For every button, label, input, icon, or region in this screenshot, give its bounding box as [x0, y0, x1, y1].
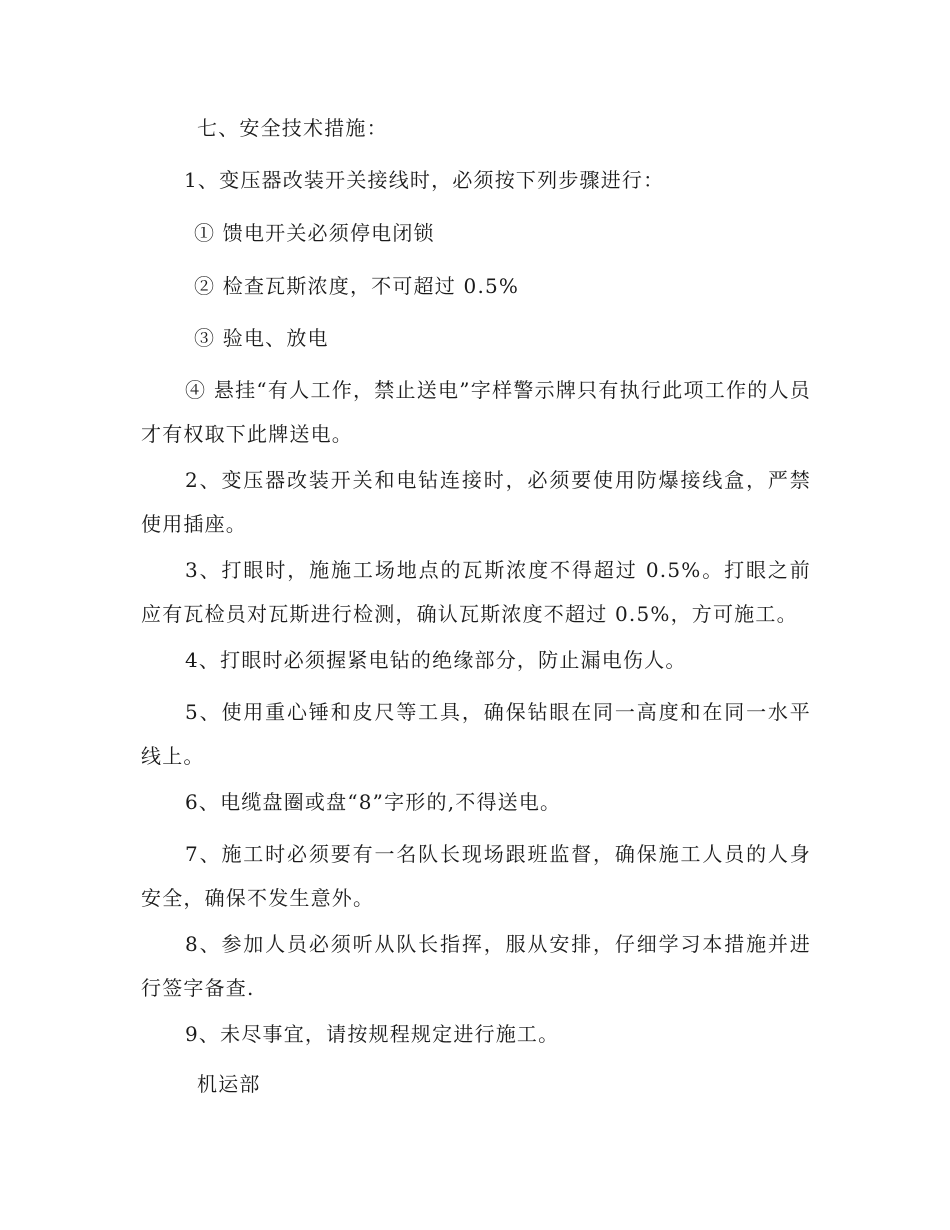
item-8: 8、参加人员必须听从队长指挥，服从安排，仔细学习本措施并进行签字备查. — [141, 932, 811, 1000]
item-1-step-4: ④ 悬挂“有人工作，禁止送电”字样警示牌只有执行此项工作的人员才有权取下此牌送电。 — [141, 378, 811, 446]
item-6: 6、电缆盘圈或盘“8”字形的,不得送电。 — [185, 790, 562, 814]
item-1-step-1: ① 馈电开关必须停电闭锁 — [194, 221, 435, 245]
item-2: 2、变压器改装开关和电钻连接时，必须要使用防爆接线盒，严禁使用插座。 — [141, 468, 811, 536]
item-4: 4、打眼时必须握紧电钻的绝缘部分，防止漏电伤人。 — [185, 648, 687, 672]
signature-department: 机运部 — [197, 1072, 261, 1096]
item-7: 7、施工时必须要有一名队长现场跟班监督，确保施工人员的人身安全，确保不发生意外。 — [141, 842, 811, 910]
item-1-step-2: ② 检查瓦斯浓度，不可超过 0.5% — [194, 274, 520, 298]
section-title: 七、安全技术措施： — [197, 116, 388, 140]
item-9: 9、未尽事宜，请按规程规定进行施工。 — [185, 1022, 560, 1046]
item-1-step-3: ③ 验电、放电 — [194, 326, 329, 350]
item-3: 3、打眼时，施施工场地点的瓦斯浓度不得超过 0.5%。打眼之前应有瓦检员对瓦斯进行检测，确认瓦斯浓度不超过 0.5%，方可施工。 — [141, 558, 811, 626]
item-1-intro: 1、变压器改装开关接线时，必须按下列步骤进行： — [184, 168, 665, 192]
item-5: 5、使用重心锤和皮尺等工具，确保钻眼在同一高度和在同一水平线上。 — [141, 700, 811, 768]
